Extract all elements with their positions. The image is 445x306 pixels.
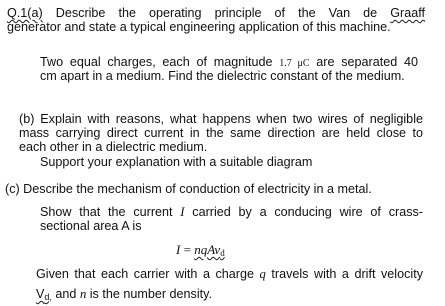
q1c-current-symbol: I (180, 205, 185, 219)
q1c-given-b: travels with a drift velocity (265, 267, 423, 281)
q1a-text-1: Describe the operating principle of the Van de (42, 6, 391, 20)
q1a-sub-text-1b: are separated 40 (309, 55, 418, 69)
drift-velocity-sub: d, (44, 292, 52, 302)
q1a-sub-line-2: cm apart in a medium. Find the dielectric constant of the medium. (40, 69, 405, 83)
q1c-line-2 (40, 205, 423, 219)
q1b-line-1: (b) Explain with reasons, what happens when two wires of negligible (19, 112, 423, 126)
q1c-line-2a: Show that the current (40, 205, 181, 219)
q1c-final-line (36, 287, 212, 304)
q1c-line-3: sectional area A is (40, 219, 142, 233)
q1c-line-2b: carried by a conducing wire of crass- (184, 205, 423, 219)
current-formula (176, 243, 225, 260)
q1c-final-b: is the number density. (86, 287, 212, 301)
q1c-given-line (36, 267, 423, 281)
formula-rhs-main: nqAv (194, 242, 221, 257)
q1a-magnitude: 1.7 μC (279, 58, 310, 69)
formula-lhs: I (176, 242, 181, 257)
drift-velocity-main: V (36, 287, 45, 301)
drift-velocity-symbol (36, 287, 52, 301)
q1c-line-1: (c) Describe the mechanism of conduction of electricity in a metal. (5, 182, 372, 196)
q1c-given-a: Given that each carrier with a charge (36, 267, 260, 281)
q1b-line-2: mass carrying direct current in the same direction are held close to (19, 126, 423, 140)
q1a-graaff: Graaff (390, 6, 425, 20)
q1a-sub-text-1: Two equal charges, each of magnitude (40, 55, 280, 69)
q1a-line-2: generator and state a typical engineering application of this machine. (7, 20, 391, 34)
q1b-line-4: Support your explanation with a suitable diagram (40, 155, 313, 169)
q1a-label: Q.1(a) (7, 6, 43, 20)
q1c-given-q: q (259, 267, 266, 281)
q1a-line-1 (7, 6, 425, 20)
formula-rhs (194, 242, 225, 257)
q1b-line-3: each other in a dielectric medium. (19, 140, 208, 154)
formula-equals: = (180, 242, 195, 257)
formula-rhs-sub: d (220, 248, 225, 258)
q1c-final-n: n (79, 287, 87, 301)
q1c-final-a: and (51, 287, 80, 301)
